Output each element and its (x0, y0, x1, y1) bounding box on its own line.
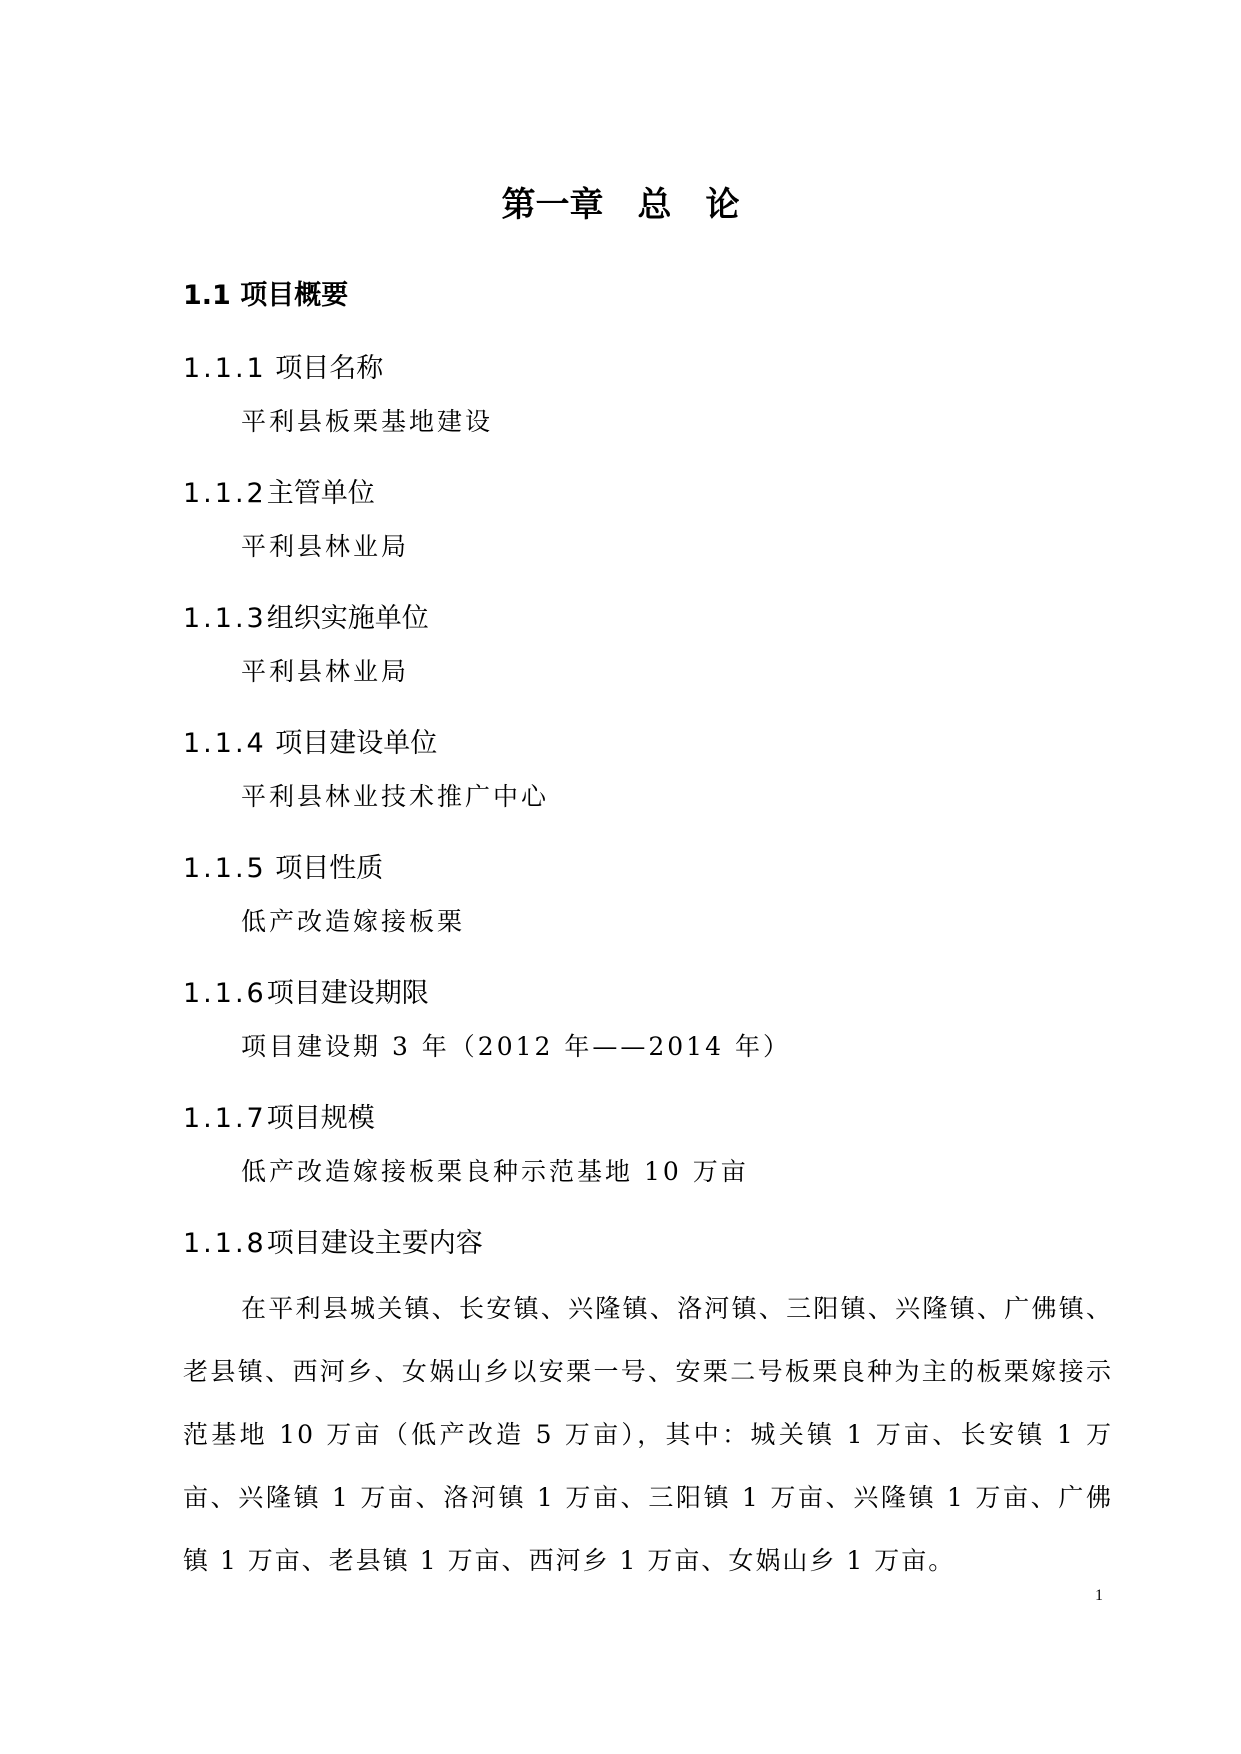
subsection-number: 1.1.3 (183, 603, 267, 634)
subsection-number: 1.1.4 (183, 728, 267, 759)
subsection-number: 1.1.8 (183, 1228, 267, 1259)
subsection-content-1-1-3: 平利县林业局 (241, 657, 410, 686)
subsection-heading-1-1-2 (183, 476, 375, 512)
subsection-heading-1-1-8 (183, 1226, 483, 1262)
subsection-number: 1.1.7 (183, 1103, 267, 1134)
subsection-title: 项目性质 (266, 853, 384, 884)
subsection-content-1-1-4: 平利县林业技术推广中心 (241, 782, 550, 811)
subsection-content-1-1-6: 项目建设期 3 年（2012 年——2014 年） (241, 1032, 791, 1061)
subsection-content-1-1-2: 平利县林业局 (241, 532, 410, 561)
subsection-number: 1.1.2 (183, 478, 267, 509)
subsection-title: 项目建设主要内容 (266, 1228, 483, 1259)
subsection-number: 1.1.6 (183, 978, 267, 1009)
subsection-heading-1-1-7 (183, 1101, 375, 1137)
chapter-title: 第一章 总 论 (501, 185, 740, 225)
subsection-heading-1-1-3 (183, 601, 429, 637)
page-number: 1 (1095, 1587, 1103, 1604)
subsection-title: 主管单位 (266, 478, 375, 509)
section-heading: 1.1 项目概要 (183, 280, 349, 311)
subsection-title: 项目建设单位 (266, 728, 438, 759)
subsection-title: 项目建设期限 (266, 978, 429, 1009)
subsection-title: 项目名称 (266, 353, 384, 384)
subsection-content-1-1-1: 平利县板栗基地建设 (241, 407, 494, 436)
subsection-number: 1.1.1 (183, 353, 267, 384)
subsection-title: 组织实施单位 (266, 603, 429, 634)
subsection-content-1-1-8: 在平利县城关镇、长安镇、兴隆镇、洛河镇、三阳镇、兴隆镇、广佛镇、老县镇、西河乡、女娲山乡以安栗一号、安栗二号板栗良种为主的板栗嫁接示范基地 10 万亩（低产改造 5 万亩），其中：城关镇 1 万亩、长安镇 1 万亩、兴隆镇 1 万亩、洛河镇 1 万亩、三阳镇 1 万亩、兴隆镇 1 万亩、广佛镇 1 万亩、老县镇 1 万亩、西河乡 1 万亩、女娲山乡 1 万亩。 (183, 1294, 1113, 1575)
subsection-heading-1-1-5 (183, 851, 383, 887)
subsection-title: 项目规模 (266, 1103, 375, 1134)
subsection-heading-1-1-1 (183, 351, 383, 387)
subsection-content-1-1-5: 低产改造嫁接板栗 (241, 907, 466, 936)
subsection-content-1-1-7: 低产改造嫁接板栗良种示范基地 10 万亩 (241, 1157, 749, 1186)
subsection-number: 1.1.5 (183, 853, 267, 884)
subsection-heading-1-1-4 (183, 726, 437, 762)
subsection-heading-1-1-6 (183, 976, 429, 1012)
